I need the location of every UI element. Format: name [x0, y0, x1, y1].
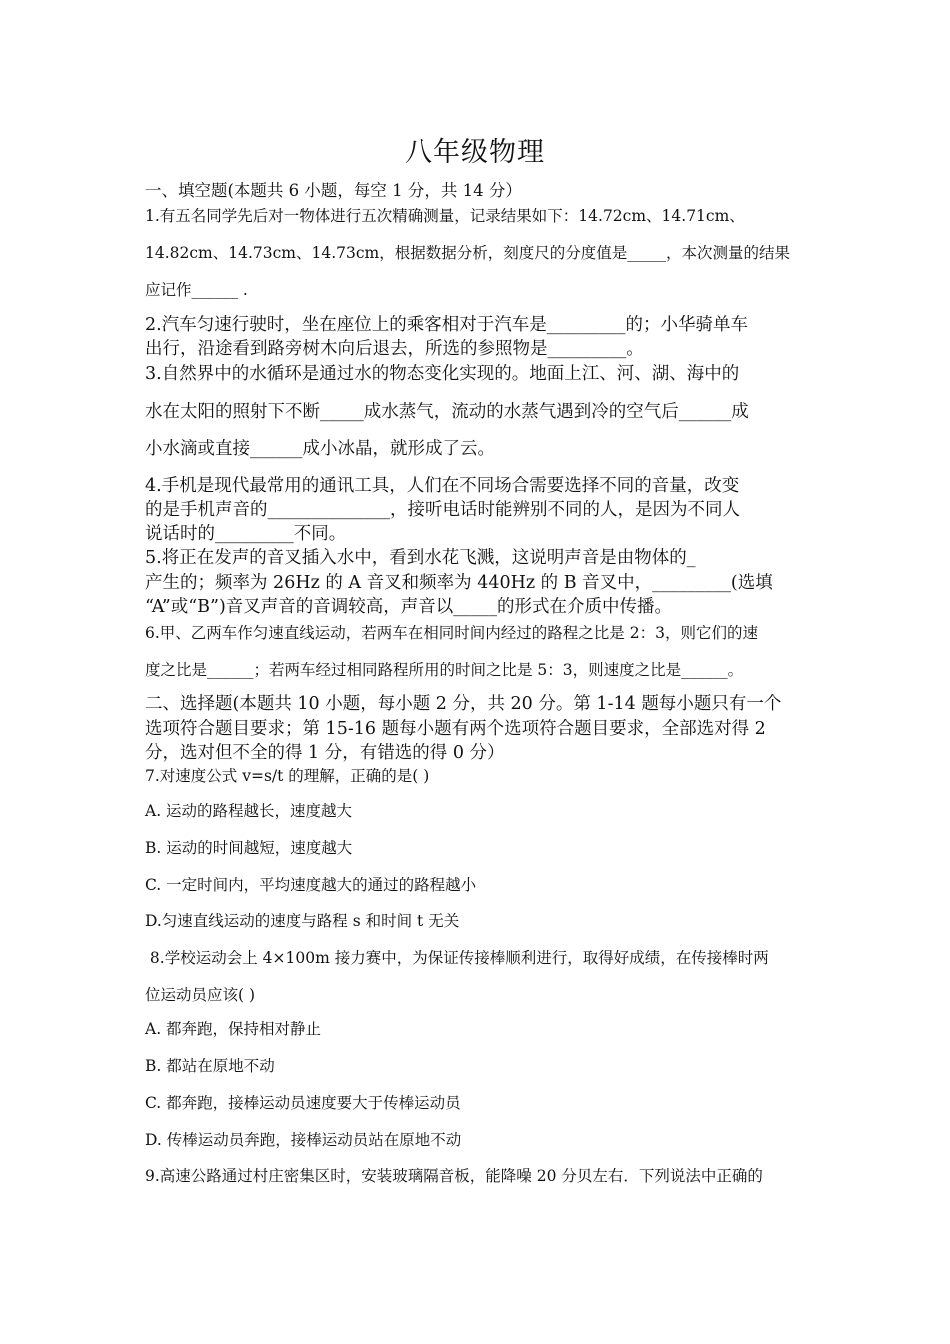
q8-option-a: A. 都奔跑，保持相对静止 — [145, 1020, 322, 1038]
q6-line-1: 6.甲、乙两车作匀速直线运动，若两车在相同时间内经过的路程之比是 2：3，则它们的速 — [145, 624, 758, 642]
section1-heading: 一、填空题(本题共 6 小题，每空 1 分，共 14 分） — [145, 181, 522, 200]
q8-option-c: C. 都奔跑，接棒运动员速度要大于传棒运动员 — [145, 1094, 461, 1112]
q4-line-2: 的是手机声音的______________，接听电话时能辨别不同的人，是因为不同人 — [145, 500, 740, 520]
q7-option-d: D.匀速直线运动的速度与路程 s 和时间 t 无关 — [145, 912, 460, 930]
q7-stem: 7.对速度公式 v=s/t 的理解，正确的是( ) — [145, 767, 430, 785]
q1-line-3: 应记作______ . — [145, 281, 248, 299]
q7-option-b: B. 运动的时间越短，速度越大 — [145, 839, 353, 857]
q5-line-1: 5.将正在发声的音叉插入水中，看到水花飞溅，这说明声音是由物体的_ — [145, 548, 696, 568]
q3-line-1: 3.自然界中的水循环是通过水的物态变化实现的。地面上江、河、湖、海中的 — [145, 364, 740, 384]
q4-line-3: 说话时的_________不同。 — [145, 524, 347, 544]
q2-line-2: 出行，沿途看到路旁树木向后退去，所选的参照物是_________。 — [145, 339, 644, 359]
q3-line-2: 水在太阳的照射下不断_____成水蒸气，流动的水蒸气遇到冷的空气后______成 — [145, 402, 749, 422]
section2-heading-line-1: 二、选择题(本题共 10 小题，每小题 2 分，共 20 分。第 1-14 题每小题只有一个 — [145, 694, 782, 714]
q7-option-c: C. 一定时间内，平均速度越大的通过的路程越小 — [145, 876, 477, 894]
section2-heading-line-3: 分，选对但不全的得 1 分，有错选的得 0 分） — [145, 743, 505, 763]
q8-option-d: D. 传棒运动员奔跑，接棒运动员站在原地不动 — [145, 1131, 462, 1149]
q8-stem-line-1: 8.学校运动会上 4×100m 接力赛中，为保证传接棒顺利进行，取得好成绩，在传接棒时两 — [145, 949, 769, 967]
q1-line-1: 1.有五名同学先后对一物体进行五次精确测量，记录结果如下：14.72cm、14.71cm、 — [145, 207, 745, 225]
q9-stem: 9.高速公路通过村庄密集区时，安装玻璃隔音板，能降噪 20 分贝左右．下列说法中正确的 — [145, 1167, 763, 1185]
q5-line-3: “A”或“B”)音叉声音的音调较高，声音以_____的形式在介质中传播。 — [145, 597, 673, 617]
q1-line-2: 14.82cm、14.73cm、14.73cm，根据数据分析，刻度尺的分度值是_____，本次测量的结果 — [145, 244, 791, 262]
q7-option-a: A. 运动的路程越长，速度越大 — [145, 802, 353, 820]
q8-option-b: B. 都站在原地不动 — [145, 1057, 275, 1075]
q2-line-1: 2.汽车匀速行驶时，坐在座位上的乘客相对于汽车是_________的；小华骑单车 — [145, 315, 748, 335]
q4-line-1: 4.手机是现代最常用的通讯工具，人们在不同场合需要选择不同的音量，改变 — [145, 476, 740, 496]
section2-heading-line-2: 选项符合题目要求；第 15-16 题每小题有两个选项符合题目要求，全部选对得 2 — [145, 719, 766, 739]
page-title: 八年级物理 — [405, 137, 545, 168]
q8-stem-line-2: 位运动员应该( ) — [145, 986, 256, 1004]
q6-line-2: 度之比是______；若两车经过相同路程所用的时间之比是 5：3，则速度之比是______。 — [145, 661, 744, 679]
q3-line-3: 小水滴或直接______成小冰晶，就形成了云。 — [145, 439, 495, 459]
q5-line-2: 产生的；频率为 26Hz 的 A 音叉和频率为 440Hz 的 B 音叉中，_________(选填 — [145, 573, 773, 593]
